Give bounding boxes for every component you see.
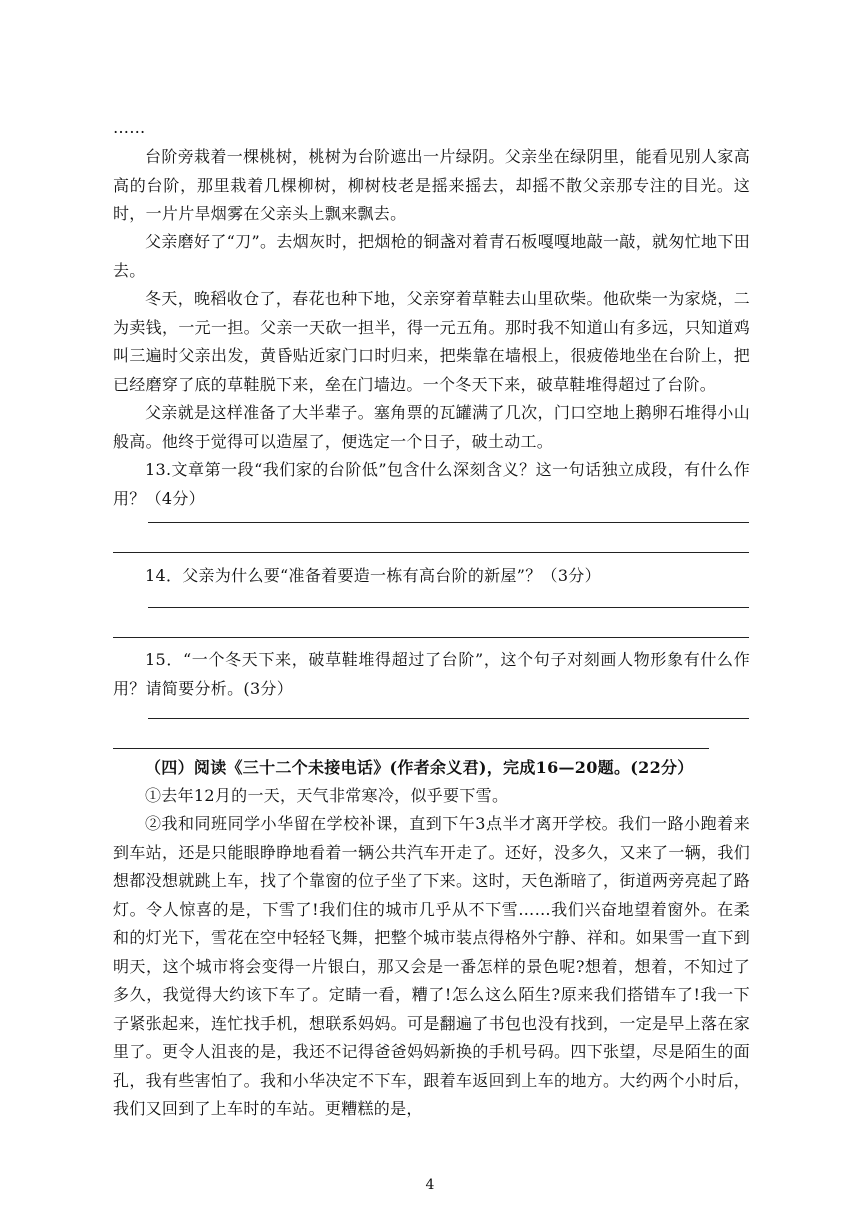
question-14: 14．父亲为什么要“准备着要造一栋有高台阶的新屋”？（3分）: [145, 566, 601, 585]
section-heading: （四）阅读《三十二个未接电话》(作者余义君)，完成16—20题。(22分）: [145, 758, 694, 777]
reading-paragraph: ②我和同班同学小华留在学校补课，直到下午3点半才离开学校。我们一路小跑着来到车站，还是只能眼睁睁地看着一辆公共汽车开走了。还好，没多久，又来了一辆，我们想都没想就跳上车，找了个靠窗的位子坐了下来。这时，天色渐暗了，街道两旁亮起了路灯。令人惊喜的是，下雪了!我们住的城市几乎从不下雪……我们兴奋地望着窗外。在柔和的灯光下，雪花在空中轻轻飞舞，把整个城市装点得格外宁静、祥和。如果雪一直下到明天，这个城市将会变得一片银白，那又会是一番怎样的景色呢?想着，想着，不知过了多久，我觉得大约该下车了。定睛一看，糟了!怎么这么陌生?原来我们搭错车了!我一下子紧张起来，连忙找手机，想联系妈妈。可是翻遍了书包也没有找到，一定是早上落在家里了。更令人沮丧的是，我还不记得爸爸妈妈新换的手机号码。四下张望，尽是陌生的面孔，我有些害怕了。我和小华决定不下车，跟着车返回到上车的地方。大约两个小时后，我们又回到了上车时的车站。更糟糕的是，: [113, 814, 750, 1118]
passage-paragraph: 台阶旁栽着一棵桃树，桃树为台阶遮出一片绿阴。父亲坐在绿阴里，能看见别人家高高的台阶，那里栽着几棵柳树，柳树枝老是摇来摇去，却摇不散父亲那专注的目光。这时，一片片旱烟雾在父亲头上飘来飘去。: [113, 147, 750, 223]
answer-line[interactable]: [113, 637, 749, 638]
answer-line[interactable]: [148, 522, 749, 523]
answer-line[interactable]: [148, 718, 749, 719]
passage-paragraph: 父亲磨好了“刀”。去烟灰时，把烟枪的铜盏对着青石板嘎嘎地敲一敲，就匆忙地下田去。: [113, 232, 750, 280]
question-13: 13.文章第一段“我们家的台阶低”包含什么深刻含义？这一句话独立成段，有什么作用？（4分）: [113, 460, 750, 508]
question-15: 15．“一个冬天下来，破草鞋堆得超过了台阶”，这个句子对刻画人物形象有什么作用？请简要分析。(3分）: [113, 650, 750, 698]
answer-line[interactable]: [113, 552, 749, 553]
page-number: 4: [425, 1177, 435, 1193]
passage-paragraph: 父亲就是这样准备了大半辈子。塞角票的瓦罐满了几次，门口空地上鹅卵石堆得小山般高。他终于觉得可以造屋了，便选定一个日子，破土动工。: [113, 403, 750, 451]
passage-paragraph: 冬天，晚稻收仓了，春花也种下地，父亲穿着草鞋去山里砍柴。他砍柴一为家烧，二为卖钱，一元一担。父亲一天砍一担半，得一元五角。那时我不知道山有多远，只知道鸡叫三遍时父亲出发，黄昏贴近家门口时归来，把柴靠在墙根上，很疲倦地坐在台阶上，把已经磨穿了底的草鞋脱下来，垒在门墙边。一个冬天下来，破草鞋堆得超过了台阶。: [113, 289, 750, 394]
answer-line[interactable]: [148, 607, 749, 608]
answer-line[interactable]: [113, 748, 709, 749]
ellipsis-line: ……: [113, 118, 146, 137]
reading-paragraph: ①去年12月的一天，天气非常寒冷，似乎要下雪。: [145, 786, 509, 805]
